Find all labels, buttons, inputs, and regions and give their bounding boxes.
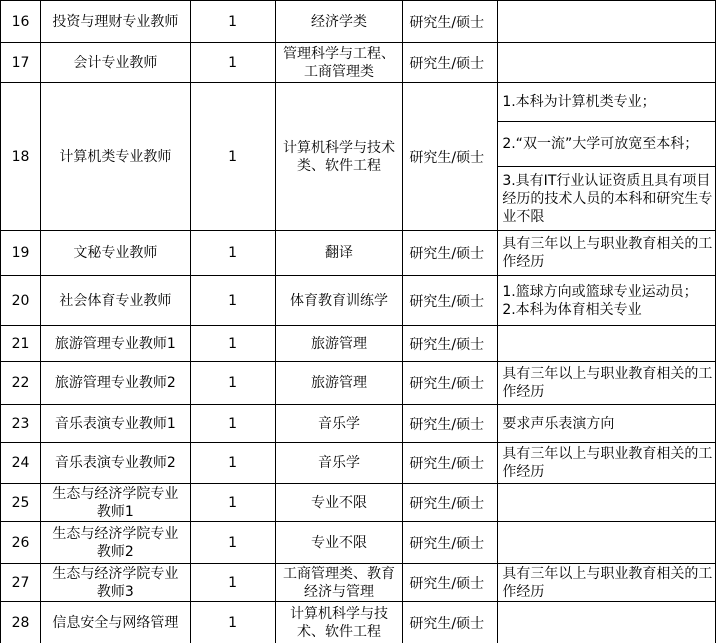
row-number: 18 (1, 83, 41, 231)
education-requirement: 研究生/硕士 (403, 43, 498, 83)
table-row (1, 602, 716, 643)
table-row (1, 326, 716, 362)
major-requirement: 计算机科学与技术类、软件工程 (275, 83, 403, 231)
notes-cell (498, 522, 716, 564)
major-requirement: 旅游管理 (275, 326, 403, 362)
row-number: 19 (1, 231, 41, 276)
notes-cell: 1.篮球方向或篮球专业运动员； 2.本科为体育相关专业 (498, 276, 716, 326)
education-requirement: 研究生/硕士 (403, 443, 498, 484)
table-row (1, 1, 716, 43)
education-requirement: 研究生/硕士 (403, 231, 498, 276)
education-requirement: 研究生/硕士 (403, 83, 498, 231)
notes-cell (498, 43, 716, 83)
notes-cell (498, 484, 716, 522)
row-number: 27 (1, 564, 41, 602)
education-requirement: 研究生/硕士 (403, 602, 498, 643)
row-number: 23 (1, 405, 41, 443)
notes-cell: 具有三年以上与职业教育相关的工作经历 (498, 362, 716, 405)
education-requirement: 研究生/硕士 (403, 522, 498, 564)
education-requirement: 研究生/硕士 (403, 276, 498, 326)
education-requirement: 研究生/硕士 (403, 1, 498, 43)
position-title: 文秘专业教师 (40, 231, 190, 276)
position-title: 生态与经济学院专业教师2 (40, 522, 190, 564)
hiring-count: 1 (190, 83, 275, 231)
major-requirement: 工商管理类、教育经济与管理 (275, 564, 403, 602)
row-number: 25 (1, 484, 41, 522)
major-requirement: 翻译 (275, 231, 403, 276)
hiring-count: 1 (190, 443, 275, 484)
note-item: 1.本科为计算机类专业； (498, 83, 715, 122)
table-row (1, 43, 716, 83)
notes-cell: 具有三年以上与职业教育相关的工作经历 (498, 564, 716, 602)
hiring-count: 1 (190, 484, 275, 522)
notes-cell (498, 326, 716, 362)
position-title: 计算机类专业教师 (40, 83, 190, 231)
major-requirement: 管理科学与工程、工商管理类 (275, 43, 403, 83)
table-row (1, 231, 716, 276)
major-requirement: 计算机科学与技术、软件工程 (275, 602, 403, 643)
row-number: 17 (1, 43, 41, 83)
position-title: 音乐表演专业教师1 (40, 405, 190, 443)
table-row (1, 522, 716, 564)
major-requirement: 体育教育训练学 (275, 276, 403, 326)
table-row (1, 276, 716, 326)
row-number: 22 (1, 362, 41, 405)
notes-cell (498, 602, 716, 643)
education-requirement: 研究生/硕士 (403, 326, 498, 362)
hiring-count: 1 (190, 405, 275, 443)
hiring-count: 1 (190, 231, 275, 276)
position-title: 音乐表演专业教师2 (40, 443, 190, 484)
notes-cell (498, 83, 716, 231)
notes-cell (498, 1, 716, 43)
notes-cell: 具有三年以上与职业教育相关的工作经历 (498, 443, 716, 484)
position-title: 生态与经济学院专业教师3 (40, 564, 190, 602)
note-item: 2.“双一流”大学可放宽至本科； (498, 122, 715, 167)
table-row (1, 564, 716, 602)
row-number: 21 (1, 326, 41, 362)
position-title: 投资与理财专业教师 (40, 1, 190, 43)
education-requirement: 研究生/硕士 (403, 484, 498, 522)
row-number: 24 (1, 443, 41, 484)
education-requirement: 研究生/硕士 (403, 564, 498, 602)
hiring-count: 1 (190, 276, 275, 326)
position-title: 旅游管理专业教师1 (40, 326, 190, 362)
hiring-count: 1 (190, 564, 275, 602)
position-title: 社会体育专业教师 (40, 276, 190, 326)
major-requirement: 音乐学 (275, 405, 403, 443)
major-requirement: 旅游管理 (275, 362, 403, 405)
hiring-count: 1 (190, 326, 275, 362)
hiring-count: 1 (190, 43, 275, 83)
row-number: 28 (1, 602, 41, 643)
notes-cell: 要求声乐表演方向 (498, 405, 716, 443)
major-requirement: 经济学类 (275, 1, 403, 43)
row-number: 16 (1, 1, 41, 43)
position-title: 生态与经济学院专业教师1 (40, 484, 190, 522)
major-requirement: 专业不限 (275, 484, 403, 522)
table-row (1, 443, 716, 484)
notes-cell: 具有三年以上与职业教育相关的工作经历 (498, 231, 716, 276)
hiring-count: 1 (190, 602, 275, 643)
major-requirement: 专业不限 (275, 522, 403, 564)
education-requirement: 研究生/硕士 (403, 362, 498, 405)
table-row (1, 484, 716, 522)
table-row (1, 83, 716, 231)
position-title: 会计专业教师 (40, 43, 190, 83)
table-row (1, 362, 716, 405)
position-title: 旅游管理专业教师2 (40, 362, 190, 405)
hiring-count: 1 (190, 362, 275, 405)
note-item: 3.具有IT行业认证资质且具有项目经历的技术人员的本科和研究生专业不限 (502, 172, 713, 225)
row-number: 26 (1, 522, 41, 564)
major-requirement: 音乐学 (275, 443, 403, 484)
row-number: 20 (1, 276, 41, 326)
position-title: 信息安全与网络管理 (40, 602, 190, 643)
education-requirement: 研究生/硕士 (403, 405, 498, 443)
table-row (1, 405, 716, 443)
hiring-count: 1 (190, 1, 275, 43)
hiring-count: 1 (190, 522, 275, 564)
